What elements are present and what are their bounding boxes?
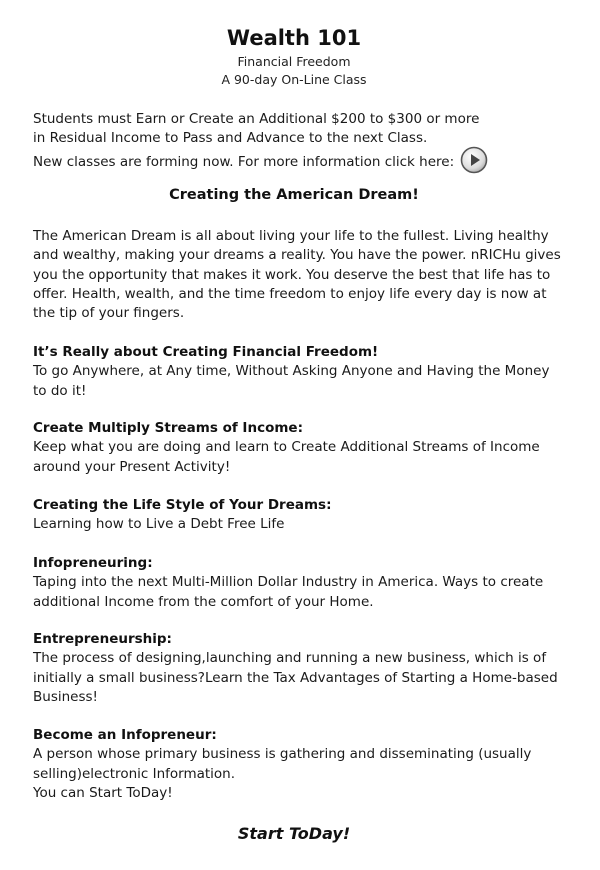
block-heading: It’s Really about Creating Financial Freedom! [33, 344, 379, 360]
block-infopreneuring [33, 554, 563, 612]
intro-text [33, 110, 573, 176]
start-today-cta: Start ToDay! [237, 824, 351, 843]
block-text: A person whose primary business is gathering and disseminating (usually selling)electronic Information. [33, 746, 532, 782]
block-text-2: You can Start ToDay! [33, 784, 173, 801]
intro-line-1: Students must Earn or Create an Additional $200 to $300 or more [33, 111, 480, 127]
intro-line-3-row [33, 148, 573, 176]
block-become-infopreneur [33, 726, 563, 803]
section-heading: Creating the American Dream! [169, 187, 419, 203]
block-text: Keep what you are doing and learn to Create Additional Streams of Income around your Present Activity! [33, 439, 540, 475]
block-text: To go Anywhere, at Any time, Without Asking Anyone and Having the Money to do it! [33, 363, 550, 399]
block-financial-freedom [33, 343, 563, 401]
american-dream-paragraph: The American Dream is all about living your life to the fullest. Living healthy and wealthy, making your dreams a reality. You have the power. nRICHu gives you the opportunity that makes it work. You deserve the best that life has to offer. Health, wealth, and the time freedom to enjoy life every day is now at the tip of your fingers. [33, 228, 561, 322]
page-title: Wealth 101 [226, 26, 362, 50]
block-heading: Become an Infopreneur: [33, 727, 217, 743]
play-icon[interactable] [460, 146, 488, 174]
block-text: Learning how to Live a Debt Free Life [33, 516, 285, 533]
block-heading: Create Multiply Streams of Income: [33, 420, 303, 436]
block-text: Taping into the next Multi-Million Dollar Industry in America. Ways to create additional Income from the comfort of your Home. [33, 574, 544, 610]
intro-line-3: New classes are forming now. For more information click here: [33, 154, 455, 170]
block-heading: Creating the Life Style of Your Dreams: [33, 497, 332, 513]
block-heading: Entrepreneurship: [33, 631, 172, 647]
block-heading: Infopreneuring: [33, 555, 153, 571]
intro-line-2: in Residual Income to Pass and Advance to the next Class. [33, 130, 428, 146]
block-streams-of-income [33, 419, 563, 477]
block-text: The process of designing,launching and running a new business, which is of initially a small business?Learn the Tax Advantages of Starting a Home-based Business! [33, 650, 558, 705]
block-life-style [33, 496, 563, 535]
block-entrepreneurship [33, 630, 563, 707]
subtitle-financial-freedom: Financial Freedom [237, 54, 351, 69]
subtitle-class-duration: A 90-day On-Line Class [221, 72, 367, 87]
